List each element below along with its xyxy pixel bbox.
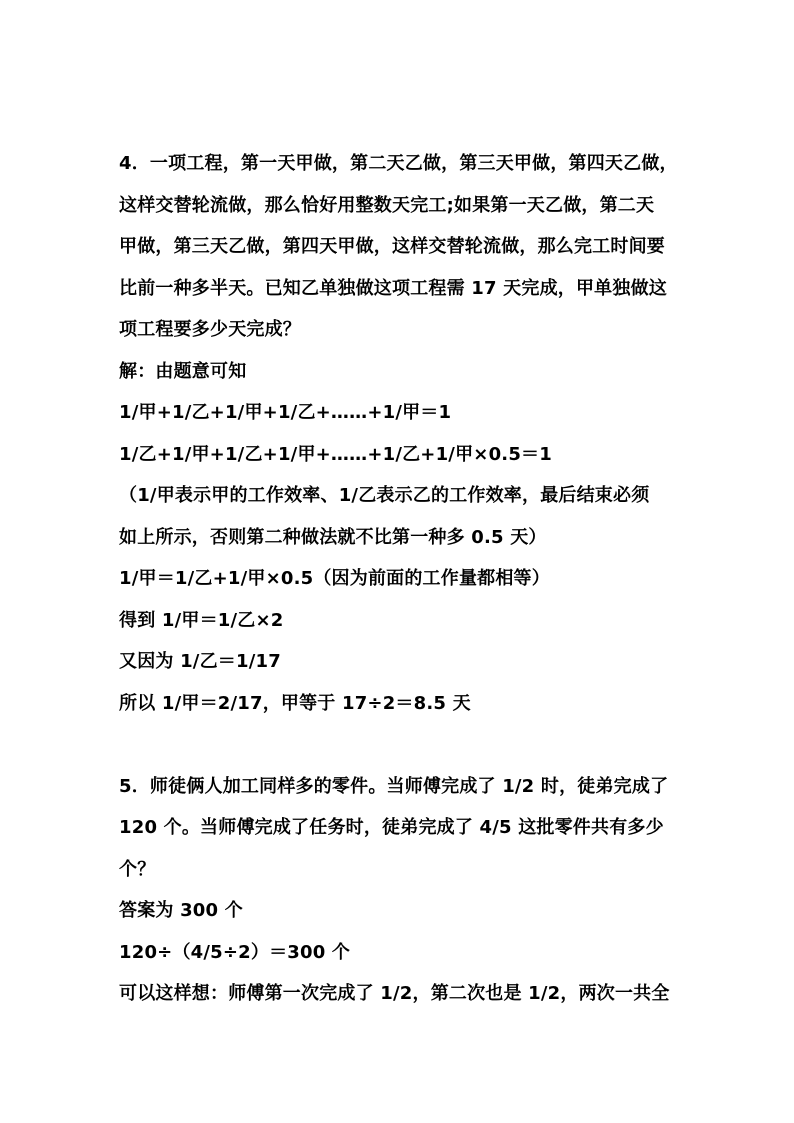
problem-5 <box>119 766 699 1015</box>
problem-5-statement <box>119 766 699 891</box>
text-line: 这样交替轮流做，那么恰好用整数天完工;如果第一天乙做，第二天 <box>119 194 655 216</box>
problem-4-solution <box>119 351 699 725</box>
solution-line: 1/甲＝1/乙+1/甲×0.5（因为前面的工作量都相等） <box>119 568 550 589</box>
solution-line: 又因为 1/乙＝1/17 <box>119 651 281 672</box>
solution-line: （1/甲表示甲的工作效率、1/乙表示乙的工作效率，最后结束必须 <box>119 485 650 506</box>
solution-line: 如上所示，否则第二种做法就不比第一种多 0.5 天） <box>119 526 547 548</box>
solution-line: 得到 1/甲＝1/乙×2 <box>119 609 284 631</box>
text-line: 甲做，第三天乙做，第四天甲做，这样交替轮流做，那么完工时间要 <box>119 236 665 257</box>
problem-5-solution <box>119 890 699 1015</box>
solution-line: 可以这样想：师傅第一次完成了 1/2，第二次也是 1/2，两次一共全 <box>119 983 670 1004</box>
solution-line: 120÷（4/5÷2）＝300 个 <box>119 941 351 963</box>
text-line: 5．师徒俩人加工同样多的零件。当师傅完成了 1/2 时，徒弟完成了 <box>119 775 669 797</box>
document-body <box>119 143 699 1015</box>
paragraph-gap <box>119 724 699 766</box>
text-line: 个？ <box>119 858 156 880</box>
text-line: 120 个。当师傅完成了任务时，徒弟完成了 4/5 这批零件共有多少 <box>119 817 664 838</box>
text-line: 项工程要多少天完成？ <box>119 319 301 340</box>
text-line: 比前一种多半天。已知乙单独做这项工程需 17 天完成，甲单独做这 <box>119 277 667 299</box>
solution-line: 解：由题意可知 <box>119 360 247 382</box>
text-line: 4．一项工程，第一天甲做，第二天乙做，第三天甲做，第四天乙做， <box>119 153 678 174</box>
solution-line: 所以 1/甲＝2/17，甲等于 17÷2＝8.5 天 <box>119 692 471 714</box>
solution-line: 答案为 300 个 <box>119 900 243 921</box>
solution-line: 1/乙+1/甲+1/乙+1/甲+……+1/乙+1/甲×0.5＝1 <box>119 443 552 465</box>
solution-line: 1/甲+1/乙+1/甲+1/乙+……+1/甲＝1 <box>119 402 452 423</box>
problem-4-statement <box>119 143 699 351</box>
problem-4 <box>119 143 699 724</box>
